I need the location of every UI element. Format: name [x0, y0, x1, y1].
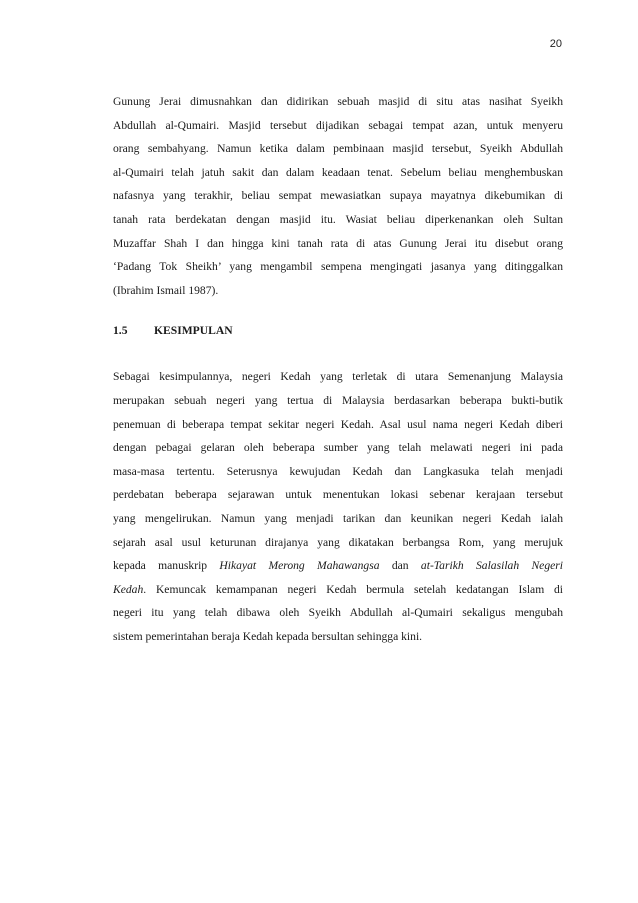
text-line: (Ibrahim Ismail 1987).: [113, 283, 219, 297]
text-line: sistem pemerintahan beraja Kedah kepada bersultan sehingga kini.: [113, 629, 423, 643]
paragraph-2: [113, 365, 563, 648]
text-line: yang mengelirukan. Namun yang menjadi tarikan dan keunikan negeri Kedah ialah: [113, 511, 563, 525]
manuscript-title: at-Tarikh Salasilah Negeri: [420, 559, 563, 573]
section-heading: [113, 319, 563, 342]
text-line: Gunung Jerai dimusnahkan dan didirikan sebuah masjid di situ atas nasihat Syeikh: [113, 95, 563, 108]
text-line: [113, 578, 563, 602]
text-line: sejarah asal usul keturunan dirajanya yang dikatakan berbangsa Rom, yang merujuk: [113, 535, 563, 549]
section-number: 1.5: [113, 324, 128, 338]
text-line: orang sembahyang. Namun ketika dalam pembinaan masjid tersebut, Syeikh Abdullah: [113, 142, 563, 156]
manuscript-title: Hikayat Merong Mahawangsa: [219, 559, 380, 573]
text-line: masa-masa tertentu. Seterusnya kewujudan Kedah dan Langkasuka telah menjadi: [113, 464, 563, 478]
text-line: merupakan sebuah negeri yang tertua di Malaysia berdasarkan beberapa bukti-butik: [113, 393, 563, 407]
text-line: negeri itu yang telah dibawa oleh Syeikh Abdullah al-Qumairi sekaligus mengubah: [113, 606, 563, 620]
text-line: Sebagai kesimpulannya, negeri Kedah yang terletak di utara Semenanjung Malaysia: [113, 370, 563, 384]
text-segment: . Kemuncak kemampanan negeri Kedah bermula setelah kedatangan Islam di: [143, 582, 563, 596]
text-segment: kepada manuskrip: [113, 559, 208, 573]
page-number: 20: [549, 38, 562, 50]
text-line: [113, 554, 563, 578]
text-line: dengan pebagai gelaran oleh beberapa sumber yang telah melawati negeri ini pada: [113, 441, 563, 455]
paragraph-1: [113, 90, 563, 302]
document-body: [113, 90, 563, 648]
text-line: Muzaffar Shah I dan hingga kini tanah rata di atas Gunung Jerai itu disebut orang: [113, 236, 563, 250]
text-segment: dan: [391, 559, 409, 573]
text-line: ‘Padang Tok Sheikh’ yang mengambil sempena mengingati jasanya yang ditinggalkan: [113, 260, 563, 274]
text-line: tanah rata berdekatan dengan masjid itu. Wasiat beliau diperkenankan oleh Sultan: [113, 212, 563, 226]
section-title: KESIMPULAN: [154, 324, 233, 338]
text-line: penemuan di beberapa tempat sekitar negeri Kedah. Asal usul nama negeri Kedah diberi: [113, 417, 563, 431]
manuscript-title: Kedah: [113, 582, 144, 596]
text-line: al-Qumairi telah jatuh sakit dan dalam keadaan tenat. Sebelum beliau menghembuskan: [113, 165, 563, 179]
text-line: Abdullah al-Qumairi. Masjid tersebut dijadikan sebagai tempat azan, untuk menyeru: [113, 118, 563, 132]
text-line: perdebatan beberapa sejarawan untuk menentukan lokasi sebenar kerajaan tersebut: [113, 488, 563, 502]
text-line: nafasnya yang terakhir, beliau sempat mewasiatkan supaya mayatnya dikebumikan di: [113, 189, 563, 203]
